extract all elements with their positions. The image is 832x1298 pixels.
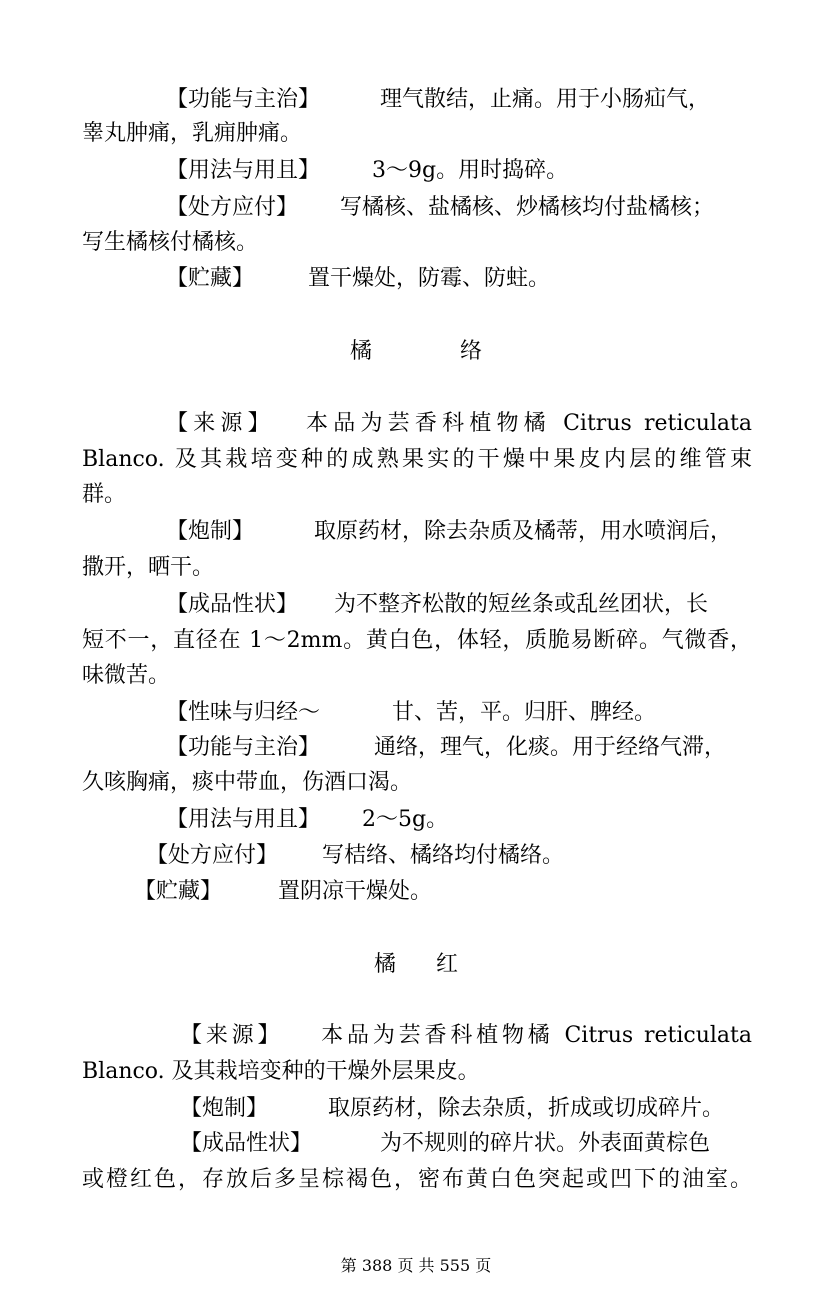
juhong-source-line-1 bbox=[180, 1021, 752, 1051]
func-label: 【功能与主治】 bbox=[166, 87, 321, 112]
usage-label: 【用法与用且】 bbox=[166, 807, 321, 832]
juhong-source-line-2: Blanco. 及其栽培变种的干燥外层果皮。 bbox=[82, 1059, 480, 1084]
storage-text: 置干燥处，防霉、防蛀。 bbox=[308, 266, 551, 291]
traits-text: 为不整齐松散的短丝条或乱丝团状，长 bbox=[334, 592, 709, 617]
juluo-traits-line-3: 味微苦。 bbox=[82, 663, 171, 688]
usage-label: 【用法与用且】 bbox=[166, 158, 321, 183]
juluo-rx-line bbox=[146, 841, 816, 871]
func-line-1 bbox=[166, 85, 752, 115]
page-footer: 第 388 页 共 555 页 bbox=[340, 1256, 492, 1275]
rx-line-1 bbox=[166, 193, 752, 223]
source-label: 【来源】 bbox=[180, 1023, 284, 1048]
source-text: 本品为芸香科植物橘 Citrus reticulata bbox=[300, 411, 752, 436]
section-title-juhong: 橘 红 bbox=[374, 952, 459, 977]
rx-text: 写桔络、橘络均付橘络。 bbox=[322, 843, 565, 868]
juhong-traits-line-2: 或橙红色，存放后多呈棕褐色，密布黄白色突起或凹下的油室。 bbox=[82, 1167, 752, 1192]
juluo-traits-line-1 bbox=[166, 590, 752, 620]
juluo-func-line-1 bbox=[166, 733, 752, 763]
juluo-process-line-2: 撒开，晒干。 bbox=[82, 555, 215, 580]
usage-line bbox=[166, 156, 752, 186]
process-label: 【炮制】 bbox=[180, 1096, 269, 1121]
rx-line-2: 写生橘核付橘核。 bbox=[82, 230, 259, 255]
rx-label: 【处方应付】 bbox=[166, 195, 299, 220]
process-text: 取原药材，除去杂质，折成或切成碎片。 bbox=[328, 1096, 725, 1121]
traits-label: 【成品性状】 bbox=[166, 592, 299, 617]
storage-text: 置阴凉干燥处。 bbox=[278, 879, 433, 904]
func-label: 【功能与主治】 bbox=[166, 735, 321, 760]
section-title-juluo: 橘 络 bbox=[350, 339, 483, 364]
taste-label: 【性味与归经～ bbox=[166, 700, 321, 725]
juluo-source-line-3: 群。 bbox=[82, 482, 127, 507]
func-text: 通络，理气，化痰。用于经络气滞， bbox=[374, 735, 727, 760]
juluo-process-line-1 bbox=[166, 517, 752, 547]
juhong-traits-line-1 bbox=[180, 1129, 752, 1159]
traits-label: 【成品性状】 bbox=[180, 1131, 313, 1156]
juluo-taste-line bbox=[166, 698, 752, 728]
juluo-traits-line-2: 短不一，直径在 1～2mm。黄白色，体轻，质脆易断碎。气微香， bbox=[82, 628, 752, 653]
process-label: 【炮制】 bbox=[166, 519, 255, 544]
taste-text: 甘、苦，平。归肝、脾经。 bbox=[392, 700, 657, 725]
usage-text: 3～9g。用时捣碎。 bbox=[372, 158, 569, 183]
source-text: 本品为芸香科植物橘 Citrus reticulata bbox=[317, 1023, 752, 1048]
juluo-source-line-2: Blanco. 及其栽培变种的成熟果实的干燥中果皮内层的维管束 bbox=[82, 447, 752, 472]
func-line-2: 睾丸肿痛，乳痈肿痛。 bbox=[82, 121, 303, 146]
juluo-storage-line bbox=[134, 877, 804, 907]
juluo-source-line-1 bbox=[166, 409, 752, 439]
func-text: 理气散结，止痛。用于小肠疝气， bbox=[380, 87, 711, 112]
source-label: 【来源】 bbox=[166, 411, 275, 436]
storage-label: 【贮藏】 bbox=[166, 266, 255, 291]
juluo-func-line-2: 久咳胸痛，痰中带血，伤酒口渴。 bbox=[82, 770, 413, 795]
rx-label: 【处方应付】 bbox=[146, 843, 279, 868]
traits-text: 为不规则的碎片状。外表面黄棕色 bbox=[380, 1131, 711, 1156]
process-text: 取原药材，除去杂质及橘蒂，用水喷润后， bbox=[314, 519, 733, 544]
rx-text: 写橘核、盐橘核、炒橘核均付盐橘核； bbox=[340, 195, 715, 220]
storage-label: 【贮藏】 bbox=[134, 879, 223, 904]
juluo-usage-line bbox=[166, 805, 752, 835]
storage-line bbox=[166, 264, 752, 294]
juhong-process-line bbox=[180, 1094, 752, 1124]
usage-text: 2～5g。 bbox=[362, 807, 449, 832]
